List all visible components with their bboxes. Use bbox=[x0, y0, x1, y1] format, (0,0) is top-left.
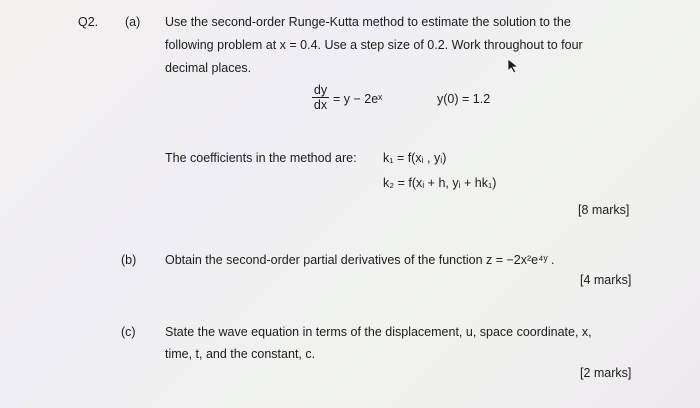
part-a-label: (a) bbox=[125, 15, 141, 29]
fraction-denominator: dx bbox=[313, 98, 328, 112]
fraction-numerator: dy bbox=[313, 83, 328, 97]
part-c-line-1: State the wave equation in terms of the displacement, u, space coordinate, x, bbox=[165, 325, 592, 339]
part-b-label: (b) bbox=[121, 253, 137, 267]
part-c-label: (c) bbox=[121, 325, 136, 339]
part-a-line-1: Use the second-order Runge-Kutta method to estimate the solution to the bbox=[165, 15, 571, 29]
part-b-marks: [4 marks] bbox=[580, 273, 632, 287]
part-b-text: Obtain the second-order partial derivatives of the function z = −2x²e⁴ʸ . bbox=[165, 253, 555, 267]
part-c-marks: [2 marks] bbox=[580, 366, 632, 380]
mouse-cursor-icon bbox=[507, 58, 521, 74]
question-number: Q2. bbox=[78, 15, 99, 29]
part-a-marks: [8 marks] bbox=[578, 203, 630, 217]
part-a-line-2: following problem at x = 0.4. Use a step size of 0.2. Work throughout to four bbox=[165, 38, 583, 52]
part-a-line-3: decimal places. bbox=[165, 61, 252, 75]
derivative-fraction bbox=[311, 83, 330, 112]
equation-rhs: = y − 2eˣ bbox=[333, 92, 383, 106]
initial-condition: y(0) = 1.2 bbox=[437, 92, 491, 106]
coefficient-k1: k₁ = f(xᵢ , yᵢ) bbox=[383, 151, 447, 165]
coefficients-intro: The coefficients in the method are: bbox=[165, 151, 357, 165]
part-c-line-2: time, t, and the constant, c. bbox=[165, 347, 316, 361]
coefficient-k2: k₂ = f(xᵢ + h, yᵢ + hk₁) bbox=[383, 176, 497, 190]
